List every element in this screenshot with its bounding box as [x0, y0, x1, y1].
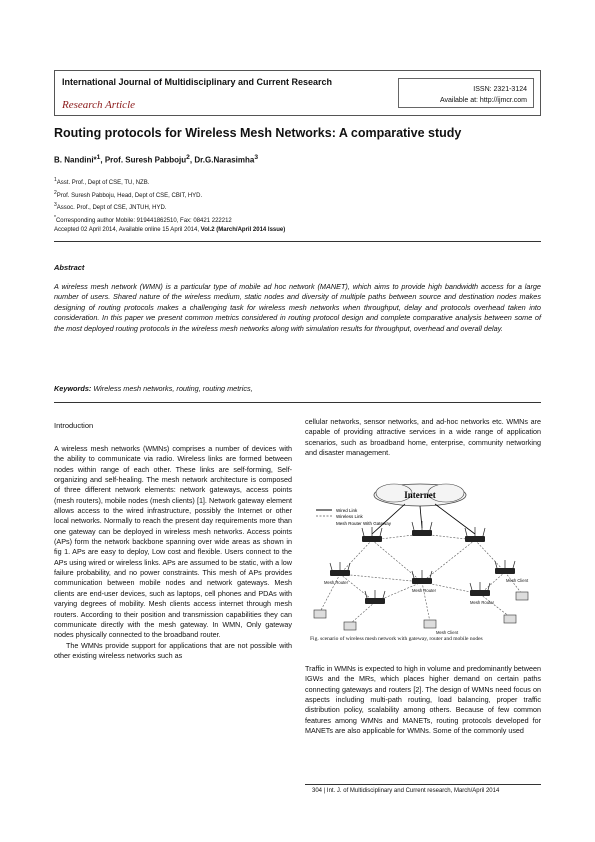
- mesh-clients: [314, 592, 528, 630]
- internet-label: Internet: [404, 490, 436, 500]
- author-list: [54, 154, 258, 165]
- wired-links: [372, 504, 475, 534]
- abstract-heading: Abstract: [54, 263, 85, 272]
- author-3-sup: 3: [254, 154, 259, 161]
- page-footer: 304 | Int. J. of Multidisciplinary and Current research, March/April 2014: [312, 788, 500, 794]
- accepted-text: Accepted 02 April 2014, Available online 15 April 2014,: [54, 227, 201, 233]
- keywords-label: Keywords:: [54, 384, 92, 393]
- journal-url[interactable]: Available at: http://ijmcr.com: [439, 97, 527, 104]
- corresponding-author: [54, 214, 232, 227]
- client-label: Mesh Client: [436, 630, 459, 635]
- affiliation-sup: *: [54, 214, 56, 221]
- affiliation-text: Asst. Prof., Dept of CSE, TU, NZB.: [56, 180, 150, 186]
- intro-paragraph-1: A wireless mesh networks (WMNs) comprises a number of devices with the ability to communicate via radio. Wireless links are formed between nodes within range of each other. These links are self-forming, Self-organizing and self-healing. The mesh network architecture is composed of three different network elements: network gateways, access points (mesh routers), mobile nodes (mesh clients) [1]. Network gateway element allows access to the wired infrastructure, possibly the Internet or other local networks. Normally to reach the present day requirements more than one gateway can be deployed in wireless mesh networks. Access points (APs) form the network backbone spanning over wide areas as shown in fig 1. APs are easy to deploy, Low cost and flexible. Users connect to the APs using wired or wireless links. APs are assumed to be static, with a low failure probability, and no power constraints. This mesh of APs provides communication between mobile nodes and network gateways. Mesh clients are end-user devices, such as laptops, cell phones and PDAs with varying degrees of mobility. Mesh clients access internet through mesh routers. According to their position and transmission capabilities they can communicate directly with the mesh gateway. In WMN, Only gateway nodes physically connected to the broadband router.: [54, 444, 292, 640]
- paper-title: Routing protocols for Wireless Mesh Networks: A comparative study: [54, 126, 462, 140]
- author-1: B. Nandini*: [54, 155, 97, 165]
- affiliation-1: [54, 176, 232, 189]
- issn: ISSN: 2321-3124: [473, 86, 527, 93]
- intro-column-1: [54, 444, 292, 661]
- affiliation-text: Corresponding author Mobile: 919441862510, Fax: 08421 222212: [55, 217, 232, 224]
- keywords-text: Wireless mesh networks, routing, routing metrics,: [91, 384, 253, 393]
- article-type: Research Article: [62, 99, 136, 111]
- affiliation-2: [54, 189, 232, 202]
- divider: [54, 241, 541, 242]
- affiliation-3: [54, 201, 232, 214]
- router-label: Mesh Router: [412, 588, 436, 593]
- journal-name: International Journal of Multidisciplinary and Current Research: [62, 77, 333, 87]
- internet-cloud: [374, 484, 466, 506]
- abstract-text: A wireless mesh network (WMN) is a particular type of mobile ad hoc network (MANET), which aims to provide high bandwidth access for a large number of users. Shared nature of the wireless medium, static nodes and diversity of multiple paths between source and destination nodes makes designing of routing protocols makes a challenging task for wireless mesh networks when throughput, delay and protocols overhead taken into consideration. In this paper we present common metrics considered in routing protocol design and complete comparative analysis between some of the most deployed routing protocols in the wireless mesh networks along with simulation results for throughput, overhead and overall delay.: [54, 282, 541, 333]
- affiliations: [54, 176, 232, 226]
- router-label: Mesh Router: [324, 580, 348, 585]
- legend-gateway: Mesh Router With Gateway: [336, 521, 392, 526]
- intro-column-2-top: cellular networks, sensor networks, and ad-hoc networks etc. WMNs are capable of providing attractive services in a wide range of application scenarios, such as broadband home, enterprise, community networking and disaster management.: [305, 417, 541, 458]
- wmn-figure: [310, 482, 532, 650]
- figure-caption: Fig. scenario of wireless mesh network with gateway, router and mobile nodes: [310, 636, 483, 642]
- affiliation-text: Assoc. Prof., Dept of CSE, JNTUH, HYD.: [56, 205, 167, 211]
- affiliation-sup: 2: [54, 189, 57, 196]
- volume-info: Vol.2 (March/April 2014 Issue): [200, 227, 286, 233]
- introduction-heading: Introduction: [54, 421, 94, 430]
- keywords: [54, 384, 253, 393]
- issn-box: [398, 78, 534, 108]
- divider: [54, 402, 541, 403]
- footer-rule: [305, 784, 541, 785]
- author-2: , Prof. Suresh Pabboju: [100, 155, 187, 165]
- author-3: , Dr.G.Narasimha: [189, 155, 255, 165]
- legend-wired: Wired Link: [336, 508, 358, 513]
- accepted-line: [54, 227, 285, 233]
- router-label: Mesh Router: [470, 600, 494, 605]
- affiliation-sup: 3: [54, 202, 57, 208]
- figure-legend: [316, 508, 392, 526]
- affiliation-text: Prof. Suresh Pabboju, Head, Dept of CSE, CBIT, HYD.: [56, 192, 203, 199]
- intro-column-2-bottom: Traffic in WMNs is expected to high in volume and predominantly between IGWs and the MRs, which places higher demand on certain paths connecting gateways and routers [2]. The design of WMNs need focus on aspects including multi-path routing, load balancing, proper traffic distribution policy, scalability among others. Because of few common features among WMNs and MANETs, routing protocols developed for MANETs are also applicable for WMNs. Some of the commonly used: [305, 664, 541, 736]
- client-label: Mesh Client: [506, 578, 529, 583]
- affiliation-sup: 1: [54, 177, 57, 183]
- legend-wireless: Wireless Link: [336, 514, 363, 519]
- author-1-sup: 1: [96, 154, 101, 161]
- author-2-sup: 2: [186, 154, 190, 161]
- intro-paragraph-2: The WMNs provide support for applications that are not possible with other existing wireless networks such as: [54, 640, 292, 660]
